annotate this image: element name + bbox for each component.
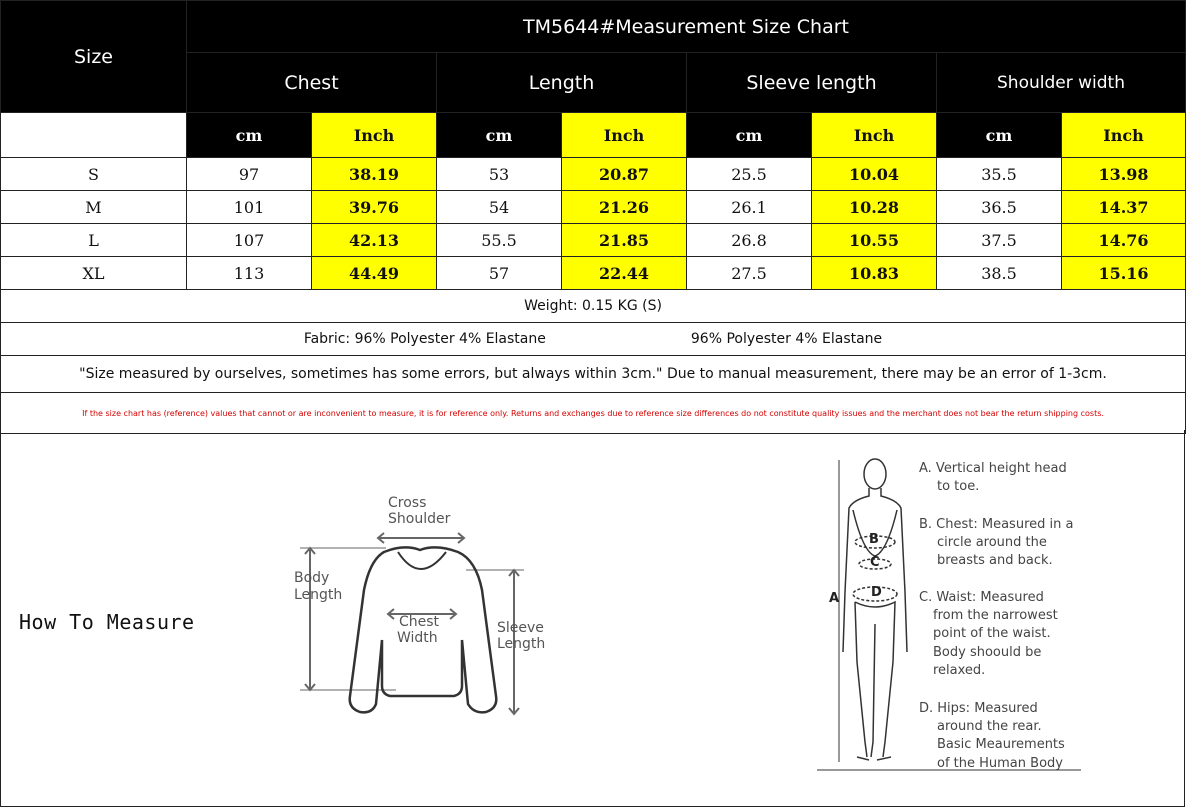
shoulder-inch: 13.98 bbox=[1062, 158, 1186, 191]
sleeve-cm: 25.5 bbox=[687, 158, 812, 191]
unit-cm: cm bbox=[187, 113, 312, 158]
length-cm: 54 bbox=[437, 191, 562, 224]
chest-cm: 113 bbox=[187, 257, 312, 290]
unit-inch: Inch bbox=[812, 113, 937, 158]
shoulder-cm: 37.5 bbox=[937, 224, 1062, 257]
shoulder-cm: 38.5 bbox=[937, 257, 1062, 290]
letter-c: C bbox=[870, 555, 880, 570]
chest-inch: 44.49 bbox=[312, 257, 437, 290]
note-b-line1: B. Chest: Measured in a bbox=[919, 517, 1074, 532]
shoulder-inch: 14.37 bbox=[1062, 191, 1186, 224]
chest-cm: 101 bbox=[187, 191, 312, 224]
label-width: Width bbox=[397, 630, 438, 646]
label-sleeve-length: Length bbox=[497, 636, 546, 652]
letter-a: A bbox=[829, 591, 840, 606]
table-row bbox=[1, 224, 1186, 257]
unit-inch: Inch bbox=[312, 113, 437, 158]
sleeve-cm: 26.8 bbox=[687, 224, 812, 257]
note-d-line1: D. Hips: Measured bbox=[919, 701, 1038, 716]
size-label: XL bbox=[1, 257, 187, 290]
shoulder-inch: 14.76 bbox=[1062, 224, 1186, 257]
note-d-line4: of the Human Body bbox=[937, 756, 1063, 771]
unit-cm: cm bbox=[937, 113, 1062, 158]
note-c-line4: Body shoould be bbox=[933, 645, 1042, 660]
unit-inch: Inch bbox=[1062, 113, 1186, 158]
note-c-line3: point of the waist. bbox=[933, 626, 1051, 641]
table-row bbox=[1, 158, 1186, 191]
label-sleeve: Sleeve bbox=[497, 620, 544, 636]
how-to-measure-section bbox=[0, 430, 1185, 807]
chest-inch: 39.76 bbox=[312, 191, 437, 224]
size-label: S bbox=[1, 158, 187, 191]
sleeve-cm: 26.1 bbox=[687, 191, 812, 224]
unit-row-blank bbox=[1, 113, 187, 158]
shoulder-inch: 15.16 bbox=[1062, 257, 1186, 290]
size-label: L bbox=[1, 224, 187, 257]
sleeve-inch: 10.04 bbox=[812, 158, 937, 191]
note-c-line5: relaxed. bbox=[933, 663, 986, 678]
letter-b: B bbox=[869, 532, 879, 547]
note-c-line2: from the narrowest bbox=[933, 608, 1058, 623]
note-a-line1: A. Vertical height head bbox=[919, 461, 1067, 476]
note-d-line2: around the rear. bbox=[937, 719, 1042, 734]
fabric-info bbox=[1, 323, 1186, 356]
length-inch: 21.26 bbox=[562, 191, 687, 224]
group-header-shoulder-width: Shoulder width bbox=[937, 53, 1186, 113]
size-label: M bbox=[1, 191, 187, 224]
note-d-line3: Basic Meaurements bbox=[937, 737, 1065, 752]
return-policy-warning: If the size chart has (reference) values that cannot or are inconvenient to measure, it is for reference only. Returns and exchanges due to reference size differences do not constitute quality issues and the merchant does not bear the return shipping costs. bbox=[1, 393, 1186, 434]
unit-cm: cm bbox=[687, 113, 812, 158]
note-b-line2: circle around the bbox=[937, 535, 1047, 550]
length-inch: 22.44 bbox=[562, 257, 687, 290]
note-a-line2: to toe. bbox=[937, 479, 980, 494]
label-body-length: Length bbox=[294, 587, 343, 603]
chest-cm: 107 bbox=[187, 224, 312, 257]
chest-inch: 42.13 bbox=[312, 224, 437, 257]
unit-inch: Inch bbox=[562, 113, 687, 158]
fabric-text-1: Fabric: 96% Polyester 4% Elastane bbox=[303, 331, 546, 347]
note-b-line3: breasts and back. bbox=[937, 553, 1053, 568]
sleeve-inch: 10.55 bbox=[812, 224, 937, 257]
shoulder-cm: 36.5 bbox=[937, 191, 1062, 224]
note-c-line1: C. Waist: Measured bbox=[919, 590, 1044, 605]
label-chest: Chest bbox=[399, 614, 440, 630]
label-cross: Cross bbox=[388, 495, 427, 511]
chest-inch: 38.19 bbox=[312, 158, 437, 191]
chest-cm: 97 bbox=[187, 158, 312, 191]
sleeve-inch: 10.83 bbox=[812, 257, 937, 290]
table-row bbox=[1, 191, 1186, 224]
length-inch: 21.85 bbox=[562, 224, 687, 257]
group-header-sleeve-length: Sleeve length bbox=[687, 53, 937, 113]
length-cm: 55.5 bbox=[437, 224, 562, 257]
group-header-chest: Chest bbox=[187, 53, 437, 113]
sleeve-inch: 10.28 bbox=[812, 191, 937, 224]
label-shoulder: Shoulder bbox=[388, 511, 451, 527]
length-inch: 20.87 bbox=[562, 158, 687, 191]
letter-d: D bbox=[871, 585, 882, 600]
group-header-length: Length bbox=[437, 53, 687, 113]
measurement-note: "Size measured by ourselves, sometimes has some errors, but always within 3cm." Due to manual measurement, there may be an error of 1-3cm. bbox=[1, 356, 1186, 393]
length-cm: 57 bbox=[437, 257, 562, 290]
unit-cm: cm bbox=[437, 113, 562, 158]
sleeve-cm: 27.5 bbox=[687, 257, 812, 290]
size-column-header: Size bbox=[1, 1, 187, 113]
how-to-measure-title: How To Measure bbox=[19, 610, 195, 634]
weight-info: Weight: 0.15 KG (S) bbox=[1, 290, 1186, 323]
label-body: Body bbox=[294, 570, 330, 586]
shoulder-cm: 35.5 bbox=[937, 158, 1062, 191]
length-cm: 53 bbox=[437, 158, 562, 191]
fabric-text-2: 96% Polyester 4% Elastane bbox=[690, 331, 883, 347]
table-row bbox=[1, 257, 1186, 290]
chart-title: TM5644#Measurement Size Chart bbox=[187, 1, 1186, 53]
